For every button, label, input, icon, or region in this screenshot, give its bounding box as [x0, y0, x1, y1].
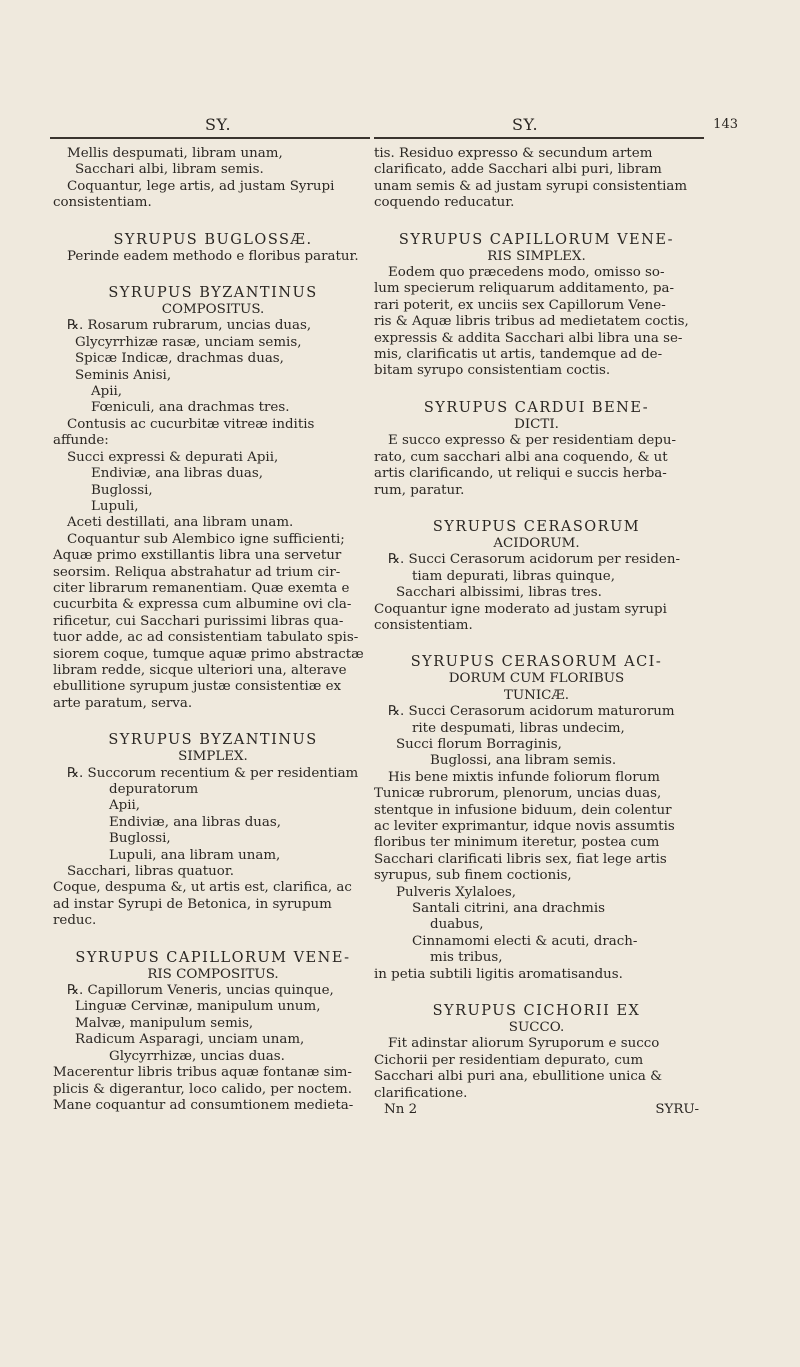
section-heading: TUNICÆ.: [503, 687, 570, 703]
text-line: lum specierum reliquarum additamento, pa-: [374, 281, 675, 297]
section-heading: ACIDORUM.: [493, 535, 580, 551]
text-line: Endiviæ, ana libras duas,: [91, 466, 264, 482]
text-line: ℞. Capillorum Veneris, uncias quinque,: [67, 983, 334, 999]
section-heading: COMPOSITUS.: [161, 302, 265, 318]
catchword: SYRU-: [655, 1102, 699, 1118]
text-line: Buglossi,: [91, 482, 153, 498]
section-heading: SYRUPUS CERASORUM ACI-: [410, 654, 663, 671]
text-line: Lupuli, ana libram unam,: [109, 847, 281, 863]
signature-mark: Nn 2: [384, 1102, 418, 1118]
text-line: ad instar Syrupi de Betonica, in syrupum: [53, 896, 332, 912]
text-line: Coquantur sub Alembico igne sufficienti;: [67, 531, 345, 547]
text-line: Buglossi,: [109, 831, 171, 847]
text-line: Aceti destillati, ana libram unam.: [67, 515, 294, 531]
text-line: Contusis ac cucurbitæ vitreæ inditis: [67, 416, 315, 432]
text-line: Cichorii per residentiam depurato, cum: [374, 1052, 644, 1068]
section-heading: SIMPLEX.: [178, 749, 248, 765]
text-line: duabus,: [430, 917, 484, 933]
text-line: E succo expresso & per residentiam depu-: [388, 433, 677, 449]
text-line: clarificato, adde Sacchari albi puri, libram: [374, 162, 662, 178]
text-line: expressis & addita Sacchari albi libra una se-: [374, 330, 683, 346]
text-line: Apii,: [91, 384, 123, 400]
page-footer: [374, 1102, 699, 1118]
text-line: Mellis despumati, libram unam,: [67, 146, 283, 161]
text-line: coquendo reducatur.: [374, 195, 515, 211]
text-line: Sacchari albi, libram semis.: [75, 162, 264, 178]
right-column: [374, 146, 699, 1119]
section-heading: SYRUPUS CAPILLORUM VENE-: [75, 949, 351, 966]
text-line: floribus ter minimum iteretur, postea cum: [374, 835, 660, 851]
text-line: Apii,: [109, 798, 141, 814]
text-line: His bene mixtis infunde foliorum florum: [388, 769, 660, 785]
text-line: Succi expressi & depurati Apii,: [67, 449, 279, 465]
section-heading: DORUM CUM FLORIBUS: [448, 671, 625, 687]
text-line: seorsim. Reliqua abstrahatur ad trium cir-: [53, 564, 341, 580]
text-line: Lupuli,: [91, 498, 139, 514]
text-line: Mane coquantur ad consumtionem medieta-: [53, 1097, 354, 1113]
text-line: ℞. Succi Cerasorum acidorum maturorum: [388, 704, 675, 720]
text-line: siorem coque, tumque aquæ primo abstractæ: [53, 646, 364, 662]
text-line: reduc.: [53, 913, 97, 929]
text-line: rum, paratur.: [374, 482, 465, 498]
section-heading: SYRUPUS CARDUI BENE-: [423, 399, 650, 416]
text-line: Aquæ primo exstillantis libra una servetur: [53, 548, 342, 564]
text-line: consistentiam.: [374, 617, 473, 633]
section-heading: RIS SIMPLEX.: [487, 248, 586, 264]
text-line: cucurbita & expressa cum albumine ovi cla-: [53, 597, 352, 613]
text-line: libram redde, sicque ulteriori una, alterave: [53, 662, 347, 678]
text-line: Glycyrrhizæ, uncias duas.: [109, 1048, 285, 1064]
section-heading: SYRUPUS CERASORUM: [432, 518, 641, 535]
page-number: 143: [713, 117, 738, 132]
running-head-right: SY.: [512, 115, 539, 134]
text-line: rite despumati, libras undecim,: [412, 720, 625, 736]
text-line: in petia subtili ligitis aromatisandus.: [374, 966, 623, 982]
text-line: Sacchari albi puri ana, ebullitione unica &: [374, 1069, 663, 1085]
text-line: clarificatione.: [374, 1085, 468, 1101]
text-line: Linguæ Cervinæ, manipulum unum,: [75, 999, 321, 1015]
right-column-lines: [374, 146, 699, 1102]
text-line: Sacchari clarificati libris sex, fiat lege artis: [374, 851, 667, 867]
section-heading: RIS COMPOSITUS.: [147, 966, 279, 982]
text-line: rato, cum sacchari albi ana coquendo, & ut: [374, 449, 668, 465]
text-line: ris & Aquæ libris tribus ad medietatem coctis,: [374, 314, 689, 330]
text-line: ebullitione syrupum justæ consistentiæ ex: [53, 679, 342, 695]
text-line: bitam syrupo consistentiam coctis.: [374, 363, 611, 379]
section-heading: SYRUPUS CAPILLORUM VENE-: [398, 231, 675, 248]
text-line: Sacchari albissimi, libras tres.: [396, 585, 602, 601]
text-line: Macerentur libris tribus aquæ fontanæ sim-: [53, 1065, 352, 1081]
running-head-left: SY.: [205, 115, 232, 134]
header-rule-left: [50, 137, 370, 139]
text-line: Coquantur igne moderato ad justam syrupi: [374, 601, 667, 617]
text-line: syrupus, sub finem coctionis,: [374, 868, 572, 884]
text-line: plicis & digerantur, loco calido, per noctem.: [53, 1081, 352, 1097]
text-line: depuratorum: [109, 782, 199, 797]
text-line: Endiviæ, ana libras duas,: [109, 814, 282, 830]
text-line: Buglossi, ana libram semis.: [430, 753, 617, 769]
text-line: Fœniculi, ana drachmas tres.: [91, 400, 290, 416]
text-line: tiam depurati, libras quinque,: [412, 568, 615, 584]
text-line: Perinde eadem methodo e floribus paratur.: [67, 248, 359, 264]
text-line: Fit adinstar aliorum Syruporum e succo: [388, 1036, 660, 1052]
text-line: tuor adde, ac ad consistentiam tabulato spis-: [53, 630, 359, 646]
section-heading: DICTI.: [514, 416, 559, 432]
text-line: mis tribus,: [430, 950, 503, 966]
text-line: rari poterit, ex unciis sex Capillorum Vene-: [374, 297, 666, 313]
section-heading: SYRUPUS BYZANTINUS: [108, 285, 318, 302]
text-line: ℞. Succi Cerasorum acidorum per residen-: [388, 552, 680, 568]
text-line: Radicum Asparagi, unciam unam,: [75, 1032, 305, 1048]
text-line: Santali citrini, ana drachmis: [412, 901, 606, 917]
text-line: ℞. Rosarum rubrarum, uncias duas,: [67, 318, 312, 334]
text-line: arte paratum, serva.: [53, 695, 193, 711]
text-line: Pulveris Xylaloes,: [396, 884, 516, 900]
section-heading: SUCCO.: [508, 1020, 565, 1036]
text-line: Coque, despuma &, ut artis est, clarifica, ac: [53, 880, 352, 896]
text-line: affunde:: [53, 433, 109, 449]
text-line: Seminis Anisi,: [75, 367, 172, 383]
text-line: Cinnamomi electi & acuti, drach-: [412, 933, 638, 949]
text-line: artis clarificando, ut reliqui e succis herba-: [374, 466, 667, 482]
left-column: [53, 146, 373, 1114]
text-line: mis, clarificatis ut artis, tandemque ad de-: [374, 347, 663, 363]
text-line: rificetur, cui Sacchari purissimi libras qua-: [53, 613, 344, 629]
text-line: Glycyrrhizæ rasæ, unciam semis,: [75, 334, 302, 350]
section-heading: SYRUPUS CICHORII EX: [432, 1003, 641, 1020]
text-line: ac leviter exprimantur, idque novis assumtis: [374, 819, 675, 834]
text-line: stentque in infusione biduum, dein colentur: [374, 802, 672, 818]
text-line: tis. Residuo expresso & secundum artem: [374, 146, 653, 161]
text-line: Coquantur, lege artis, ad justam Syrupi: [67, 178, 335, 194]
text-line: Spicæ Indicæ, drachmas duas,: [75, 351, 284, 367]
text-line: Malvæ, manipulum semis,: [75, 1015, 254, 1031]
text-line: Eodem quo præcedens modo, omisso so-: [388, 265, 665, 281]
text-line: Tunicæ rubrorum, plenorum, uncias duas,: [374, 786, 662, 802]
text-line: Succi florum Borraginis,: [396, 736, 562, 752]
header-rule-right: [374, 137, 704, 139]
text-line: unam semis & ad justam syrupi consistentiam: [374, 178, 688, 194]
text-line: citer librarum remanentiam. Quæ exemta e: [53, 580, 350, 596]
section-heading: SYRUPUS BYZANTINUS: [108, 732, 318, 749]
text-line: ℞. Succorum recentium & per residentiam: [67, 765, 359, 781]
text-line: Sacchari, libras quatuor.: [67, 864, 235, 880]
section-heading: SYRUPUS BUGLOSSÆ.: [113, 231, 313, 248]
text-line: consistentiam.: [53, 195, 152, 211]
